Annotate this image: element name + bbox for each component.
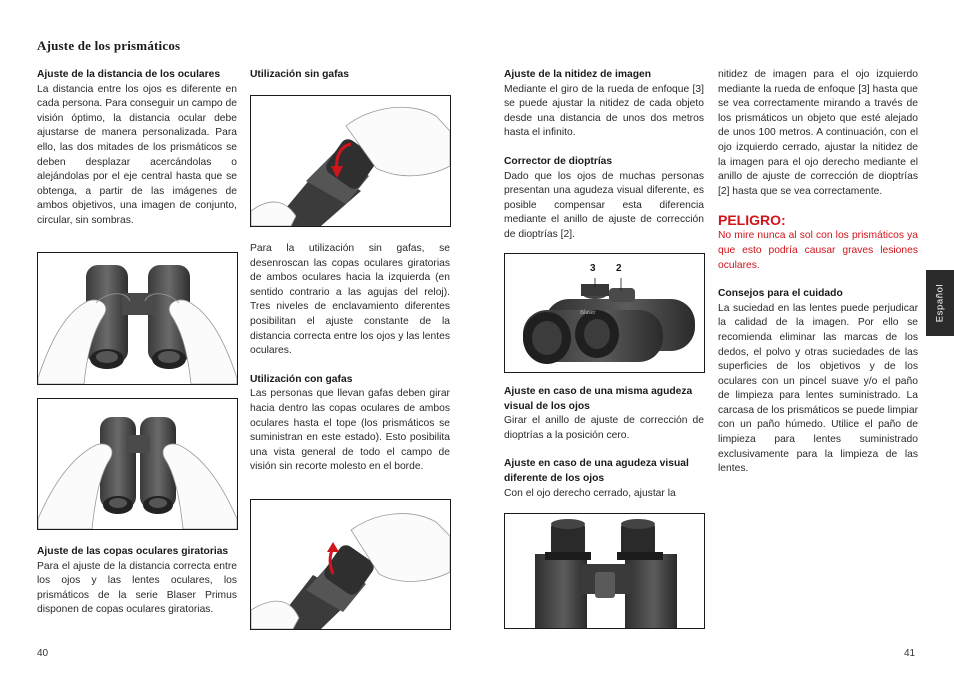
page-title: Ajuste de los prismáticos bbox=[37, 38, 181, 53]
photo-interpupillary-adjustment-bottom bbox=[37, 398, 238, 530]
column-2-top bbox=[250, 68, 450, 83]
text-distancia-oculares: La distancia entre los ojos es diferente en cada persona. Para conseguir un campo de visión óptimo, la distancia ocular debe ajustarse de manera personalizada. Para ello, las dos mitades de los prismáticos se deben desplazar acercándolas o alejándolas por el eje central hasta que se obtenga, a partir de las imágenes de ambos objetivos, una imagen de conjunto, circular, sin sombras. bbox=[37, 83, 237, 226]
text-diferente-agudeza-cont: nitidez de imagen para el ojo izquierdo mediante la rueda de enfoque [3] hasta que se vea correctamente mirando a través de los prismáticos un objeto que esté alejado de unos 100 metros. A continuación, con el ojo izquierdo cerrado, ajustar la nitidez de la imagen para el ojo derecho mediante el anillo de ajuste de corrección de dioptrías [2] hasta que se vea correctamente. bbox=[718, 69, 918, 197]
text-copas-oculares: Para el ajuste de la distancia correcta entre los ojos y las lentes oculares, los prismáticos de la serie Blaser Primus disponen de copas oculares giratorias. bbox=[37, 560, 237, 616]
column-3-bottom bbox=[504, 385, 704, 501]
heading-copas-oculares: Ajuste de las copas oculares giratorias bbox=[37, 546, 229, 557]
text-con-gafas: Las personas que llevan gafas deben girar hacia dentro las copas oculares de ambos oculares hasta el tope (los prismáticos se suministran en este estado). Esto posibilita una vista general de todo el campo de visión sin recorte molesto en el borde. bbox=[250, 388, 450, 473]
column-4 bbox=[718, 68, 918, 477]
page-number-right: 41 bbox=[904, 648, 916, 659]
photo-binoculars-focus-diopter bbox=[504, 253, 705, 373]
danger-text: No mire nunca al sol con los prismáticos ya que esto podría causar graves lesiones oculares. bbox=[718, 230, 918, 271]
photo-interpupillary-adjustment-top bbox=[37, 252, 238, 385]
text-corrector-dioptrias: Dado que los ojos de muchas personas presentan una agudeza visual diferente, es posible compensar esta diferencia mediante el anillo de ajuste de corrección de dioptrías [2]. bbox=[504, 170, 704, 240]
heading-con-gafas: Utilización con gafas bbox=[250, 373, 353, 385]
label-diopter-ring: 2 bbox=[616, 263, 622, 274]
column-1 bbox=[37, 68, 237, 229]
text-nitidez: Mediante el giro de la rueda de enfoque [3] se puede ajustar la nitidez de cada objeto desde una distancia de unos dos metros hasta el infinito. bbox=[504, 83, 704, 139]
heading-distancia-oculares: Ajuste de la distancia de los oculares bbox=[37, 69, 221, 80]
heading-nitidez: Ajuste de la nitidez de imagen bbox=[504, 69, 652, 80]
text-diferente-agudeza: Con el ojo derecho cerrado, ajustar la bbox=[504, 487, 676, 499]
page-number-left: 40 bbox=[37, 648, 49, 659]
column-1-bottom bbox=[37, 545, 237, 618]
text-cuidado: La suciedad en las lentes puede perjudicar la calidad de la imagen. Por ello se recomienda eliminar las marcas de los dedos, el polvo y otras suciedades de las superficies de los objetivos y de los oculares con un pincel suave y/o el paño de limpieza para lentes suministrado. La carcasa de los prismáticos se puede limpiar con un paño húmedo. Utilice el paño de limpieza para lentes suministrado exclusivamente para la limpieza de las lentes. bbox=[718, 302, 918, 475]
column-2-mid bbox=[250, 242, 450, 475]
language-tab bbox=[926, 270, 954, 336]
danger-title: PELIGRO: bbox=[718, 212, 786, 229]
photo-eyecup-unscrew bbox=[250, 95, 451, 227]
text-sin-gafas: Para la utilización sin gafas, se desenroscan las copas oculares giratorias de ambos oculares hacia la izquierda (en sentido contrario a las agujas del reloj). Tres niveles de enclavamiento diferentes posibilitan el ajuste constante de la distancia correcta entre los ojos y las lentes oculares. bbox=[250, 243, 450, 357]
label-focus-wheel: 3 bbox=[590, 263, 596, 274]
brand-logo-text: Blaser bbox=[580, 310, 596, 316]
language-tab-label: Español bbox=[934, 283, 946, 323]
column-3-top bbox=[504, 68, 704, 243]
heading-sin-gafas: Utilización sin gafas bbox=[250, 69, 349, 80]
text-misma-agudeza: Girar el anillo de ajuste de corrección de dioptrías a la posición cero. bbox=[504, 415, 704, 441]
heading-misma-agudeza: Ajuste en caso de una misma agudeza visual de los ojos bbox=[504, 386, 693, 412]
heading-corrector-dioptrias: Corrector de dioptrías bbox=[504, 155, 613, 167]
heading-diferente-agudeza: Ajuste en caso de una agudeza visual diferente de los ojos bbox=[504, 458, 689, 484]
heading-cuidado: Consejos para el cuidado bbox=[718, 288, 843, 300]
photo-binoculars-eyepieces bbox=[504, 513, 705, 629]
photo-eyecup-screw-in bbox=[250, 499, 451, 630]
